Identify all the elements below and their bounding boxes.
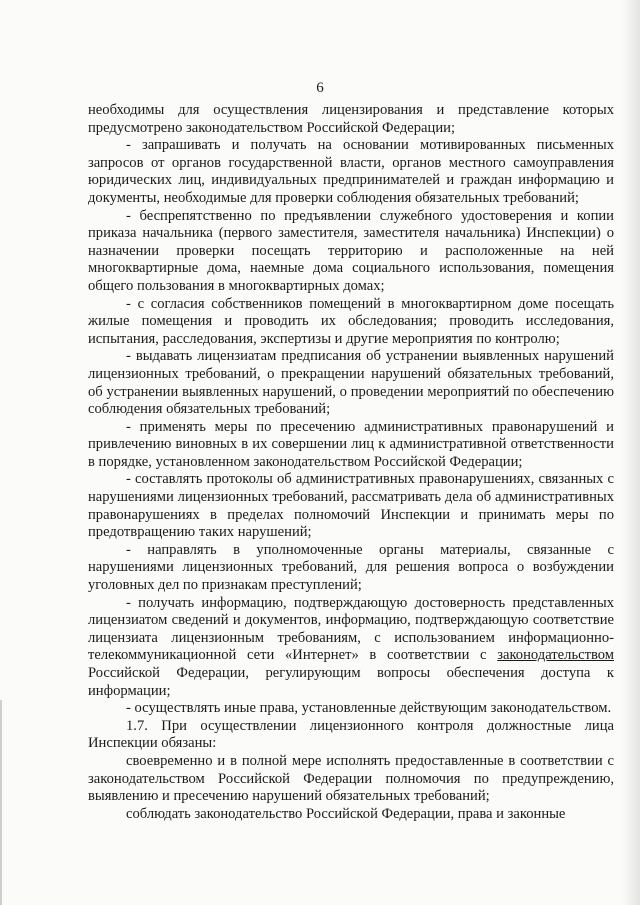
paragraph-text: Российской Федерации, регулирующим вопросы обеспечения доступа к информации; — [88, 665, 614, 699]
paragraph: - направлять в уполномоченные органы материалы, связанные с нарушениями лицензионных требований, для решения вопроса о возбуждении уголовных дел по признакам преступлений; — [88, 541, 614, 594]
paragraph-text: - получать информацию, подтверждающую достоверность представленных лицензиатом сведений и документов, информацию, подтверждающую соответствие лицензиата лицензионным требованиям, с использованием информационно-телекоммуникационной сети «Интернет» в соответствии с — [88, 594, 614, 664]
paragraph: - выдавать лицензиатам предписания об устранении выявленных нарушений лицензионных требований, о прекращении нарушений обязательных требований, об устранении выявленных нарушений, о проведении мероприятий по обеспечению соблюдения обязательных требований; — [88, 348, 614, 418]
paragraph: - запрашивать и получать на основании мотивированных письменных запросов от органов государственной власти, органов местного самоуправления юридических лиц, индивидуальных предпринимателей и граждан информацию и документы, необходимые для проверки соблюдения обязательных требований; — [88, 137, 614, 206]
paragraph: соблюдать законодательство Российской Федерации, права и законные — [126, 805, 566, 822]
paragraph: - применять меры по пресечению административных правонарушений и привлечению виновных в их совершении лиц к административной ответственности в порядке, установленном законодательством Российской Федерации; — [88, 418, 614, 470]
scan-left-edge — [0, 700, 2, 905]
paragraph: необходимы для осуществления лицензирования и представление которых предусмотрено законодательством Российской Федерации; — [88, 102, 614, 136]
document-body — [88, 102, 614, 823]
paragraph: - составлять протоколы об административных правонарушениях, связанных с нарушениями лицензионных требований, рассматривать дела об административных правонарушениях в пределах полномочий Инспекции и принимать меры по предотвращению таких нарушений; — [88, 471, 614, 541]
paragraph: - беспрепятственно по предъявлении служебного удостоверения и копии приказа начальника (первого заместителя, заместителя начальника) Инспекции) о назначении проверки посещать территорию и расположенные на ней многоквартирные дома, наемные дома социального использования, помещения общего пользования в многоквартирных домах; — [88, 207, 614, 294]
paragraph: - осуществлять иные права, установленные действующим законодательством. — [126, 700, 612, 717]
legislation-link[interactable]: законодательством — [497, 647, 614, 664]
paragraph: своевременно и в полной мере исполнять предоставленные в соответствии с законодательством Российской Федерации полномочия по предупреждению, выявлению и пресечению нарушений обязательных требований; — [88, 752, 614, 805]
page-number: 6 — [316, 80, 324, 96]
paragraph: - с согласия собственников помещений в многоквартирном доме посещать жилые помещения и проводить их обследования; проводить исследования, испытания, расследования, экспертизы и другие мероприятия по контролю; — [88, 295, 614, 347]
paragraph: 1.7. При осуществлении лицензионного контроля должностные лица Инспекции обязаны: — [88, 717, 614, 752]
scan-edge-shadow — [622, 0, 640, 905]
paragraph-with-link — [88, 595, 614, 701]
